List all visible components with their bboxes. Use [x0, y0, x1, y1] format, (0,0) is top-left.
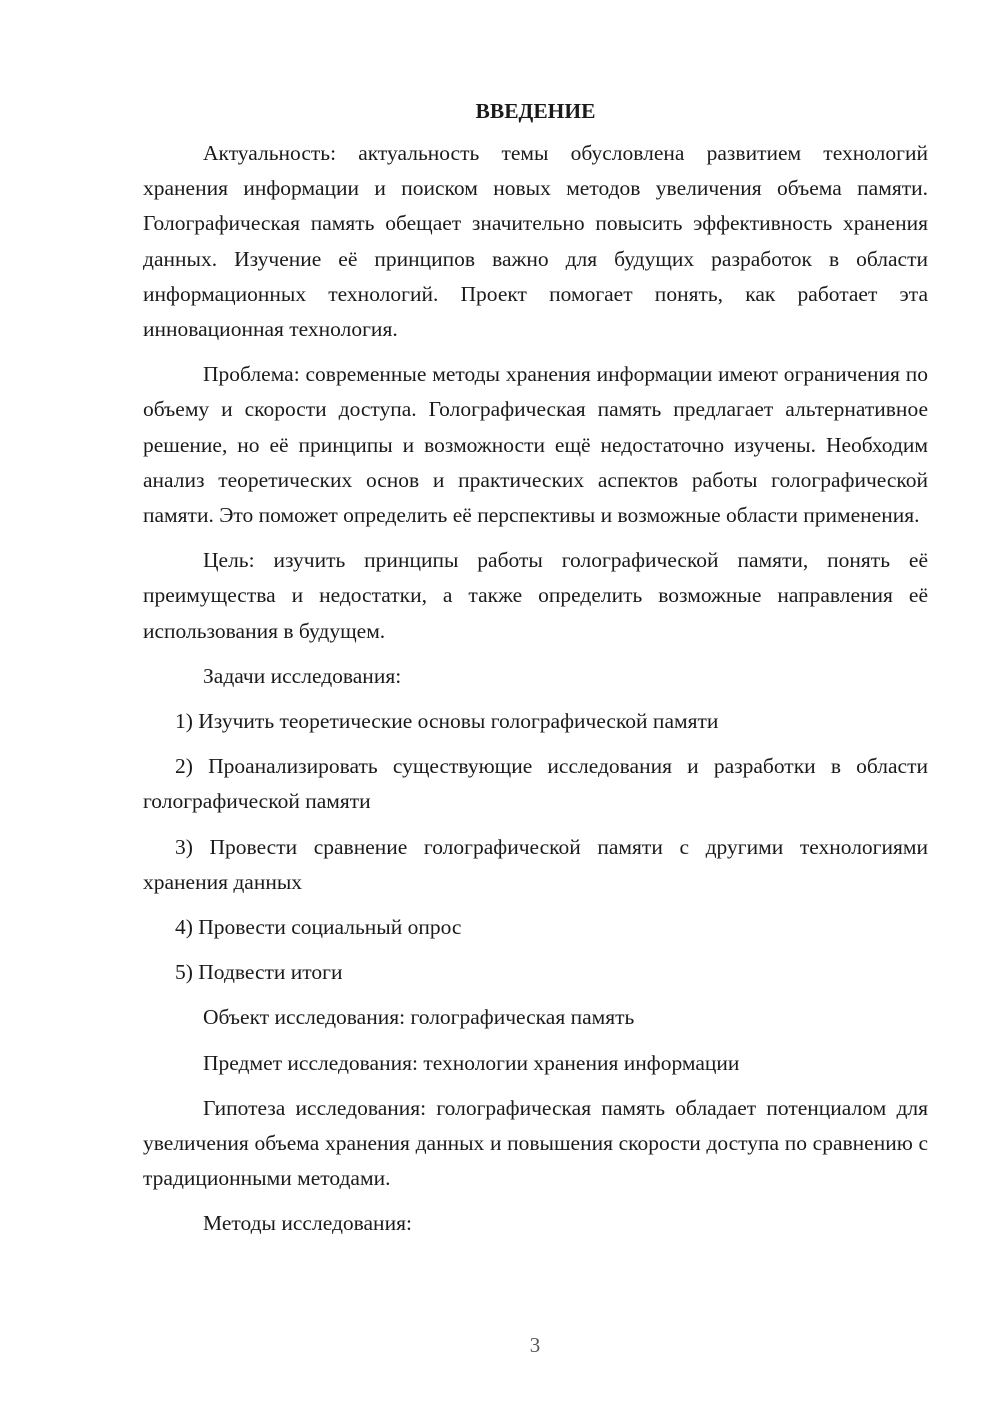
task-item-4: 4) Провести социальный опрос — [175, 915, 462, 940]
methods-heading: Методы исследования: — [203, 1211, 412, 1236]
page-number: 3 — [529, 1333, 541, 1357]
task-item-3: 3) Провести сравнение голографической памяти с другими технологиями хранения данных — [143, 834, 928, 894]
section-title: ВВЕДЕНИЕ — [475, 99, 596, 123]
task-item-2: 2) Проанализировать существующие исследования и разработки в области голографической памяти — [143, 754, 928, 814]
goal-paragraph: Цель: изучить принципы работы голографической памяти, понять её преимущества и недостатки, а также определить возможные направления её использования в будущем. — [143, 548, 928, 643]
object-line: Объект исследования: голографическая память — [203, 1005, 635, 1030]
task-item-1: 1) Изучить теоретические основы голографической памяти — [175, 709, 719, 734]
task-item-5: 5) Подвести итоги — [175, 960, 343, 985]
tasks-heading: Задачи исследования: — [203, 663, 402, 688]
hypothesis-paragraph: Гипотеза исследования: голографическая память обладает потенциалом для увеличения объема хранения данных и повышения скорости доступа по сравнению с традиционными методами. — [143, 1095, 928, 1191]
subject-line: Предмет исследования: технологии хранения информации — [203, 1050, 740, 1075]
problem-paragraph: Проблема: современные методы хранения информации имеют ограничения по объему и скорости доступа. Голографическая память предлагает альтернативное решение, но её принципы и возможности ещё недостаточно изучены. Необходим анализ теоретических основ и практических аспектов работы голографической памяти. Это поможет определить её перспективы и возможные области применения. — [143, 362, 928, 528]
relevance-paragraph: Актуальность: актуальность темы обусловлена развитием технологий хранения информации и поиском новых методов увеличения объема памяти. Голографическая память обещает значительно повысить эффективность хранения данных. Изучение её принципов важно для будущих разработок в области информационных технологий. Проект помогает понять, как работает эта инновационная технология. — [143, 141, 928, 342]
document-page — [143, 96, 928, 1252]
